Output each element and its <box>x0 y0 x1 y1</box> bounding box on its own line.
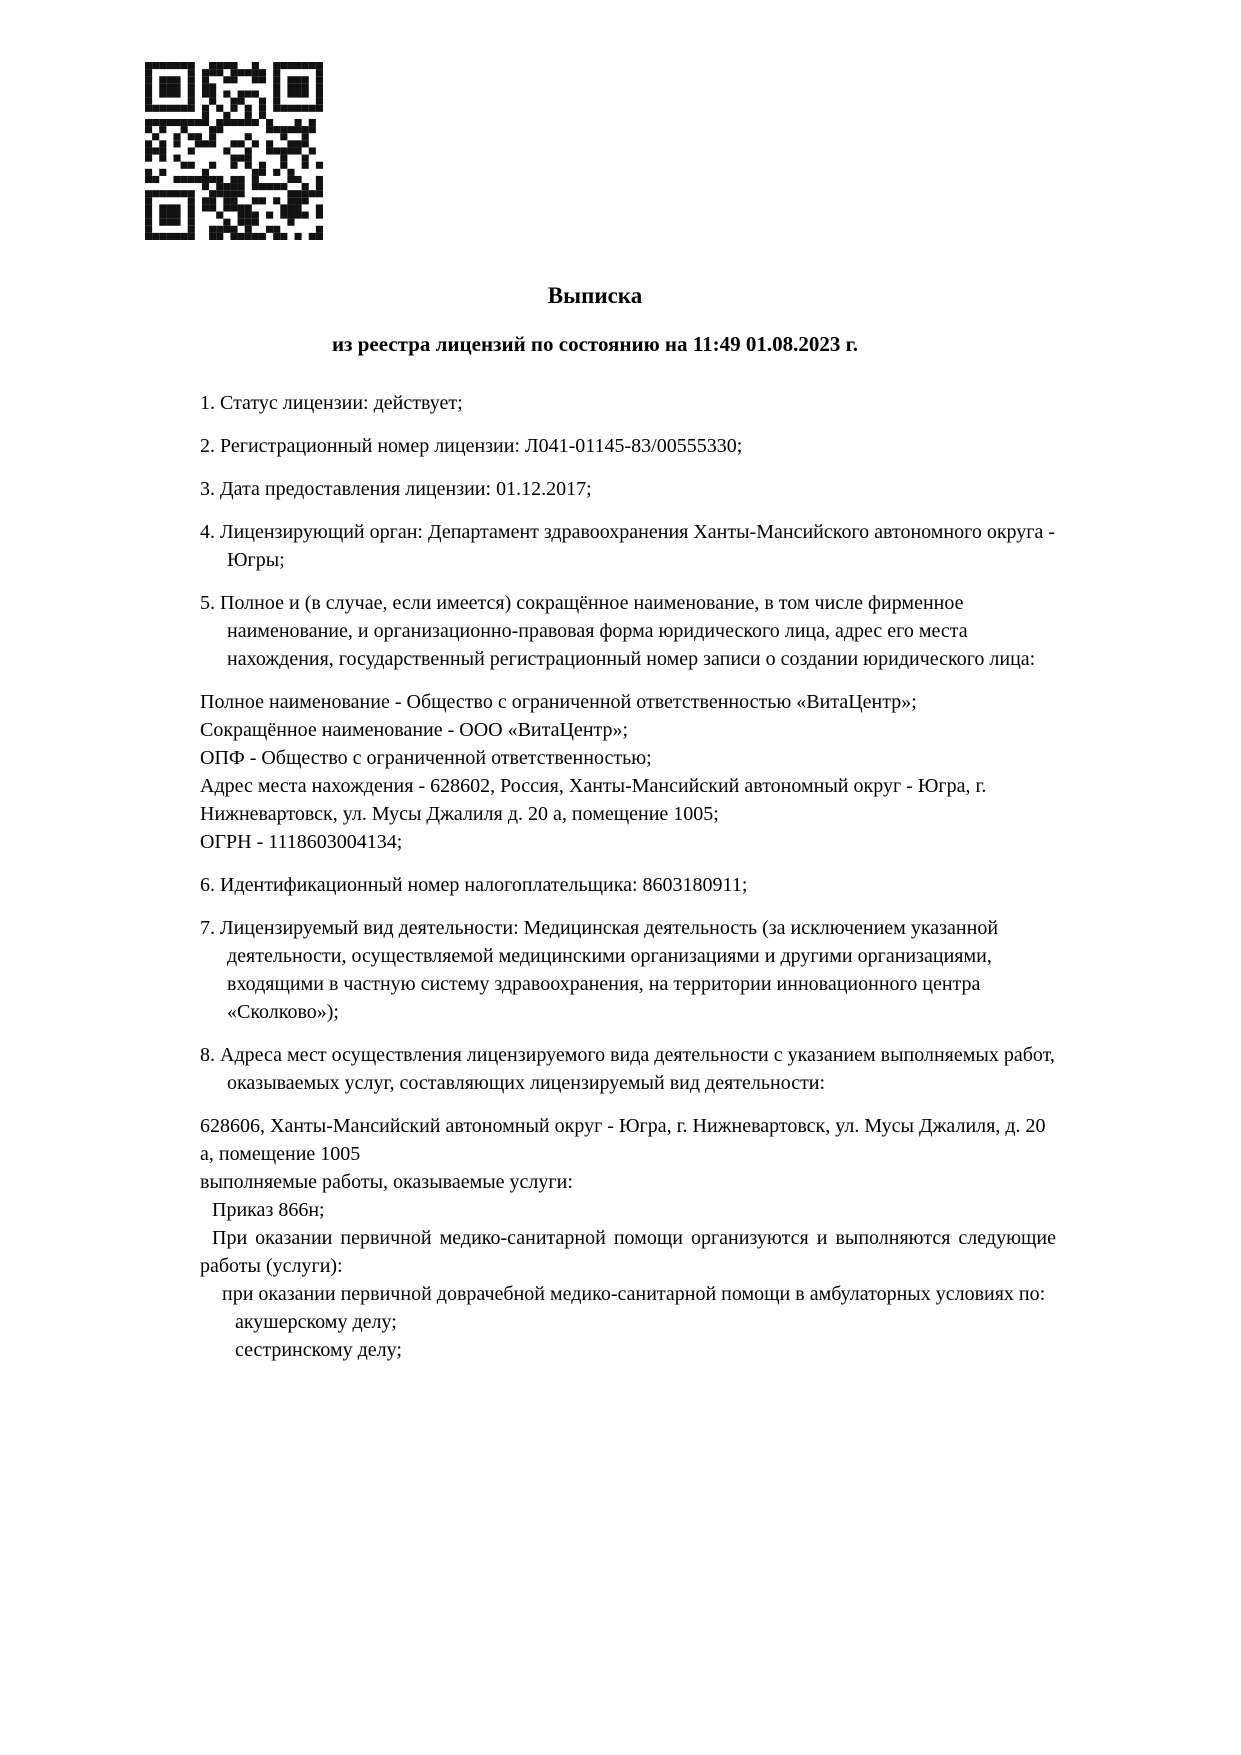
item-text: Идентификационный номер налогоплательщика: 8603180911; <box>220 874 748 896</box>
works-header: выполняемые работы, оказываемые услуги: <box>200 1171 573 1193</box>
activity-address-section <box>200 1112 1056 1364</box>
item-5 <box>200 589 1056 673</box>
item-number: 3. <box>200 478 215 500</box>
activity-address: 628606, Ханты-Мансийский автономный округ - Югра, г. Нижневартовск, ул. Мусы Джалиля, д. 20 а, помещение 1005 <box>200 1115 1046 1165</box>
item-number: 1. <box>200 392 215 414</box>
order-reference: Приказ 866н; <box>212 1199 325 1221</box>
document-body <box>200 389 1056 1364</box>
item-number: 7. <box>200 917 215 939</box>
item-3 <box>200 475 1056 503</box>
org-full-name: Полное наименование - Общество с ограниченной ответственностью «ВитаЦентр»; <box>200 691 917 713</box>
item-text: Дата предоставления лицензии: 01.12.2017; <box>220 478 592 500</box>
item-text: Полное и (в случае, если имеется) сокращённое наименование, в том числе фирменное наименование, и организационно-правовая форма юридического лица, адрес его места нахождения, государственный регистрационный номер записи о создании юридического лица: <box>220 592 1036 670</box>
service-item: акушерскому делу; <box>235 1311 397 1333</box>
org-ogrn: ОГРН - 1118603004134; <box>200 831 403 853</box>
item-text: Адреса мест осуществления лицензируемого вида деятельности с указанием выполняемых работ, оказываемых услуг, составляющих лицензируемый вид деятельности: <box>220 1044 1055 1094</box>
document-subtitle: из реестра лицензий по состоянию на 11:49 01.08.2023 г. <box>331 332 859 356</box>
document-title: Выписка <box>547 283 643 308</box>
item-number: 2. <box>200 435 215 457</box>
item-4 <box>200 518 1056 574</box>
service-item: сестринскому делу; <box>235 1339 402 1361</box>
item-2 <box>200 432 1056 460</box>
item-number: 8. <box>200 1044 215 1066</box>
item-text: Регистрационный номер лицензии: Л041-01145-83/00555330; <box>220 435 743 457</box>
item-1 <box>200 389 1056 417</box>
item-number: 5. <box>200 592 215 614</box>
primary-care-paragraph: При оказании первичной медико-санитарной помощи организуются и выполняются следующие работы (услуги): <box>200 1227 1056 1277</box>
org-legal-form: ОПФ - Общество с ограниченной ответственностью; <box>200 747 652 769</box>
item-8 <box>200 1041 1056 1097</box>
org-short-name: Сокращённое наименование - ООО «ВитаЦентр»; <box>200 719 629 741</box>
prehospital-care-paragraph: при оказании первичной доврачебной медико-санитарной помощи в амбулаторных условиях по: <box>222 1283 1046 1305</box>
org-address: Адрес места нахождения - 628602, Россия, Ханты-Мансийский автономный округ - Югра, г. Нижневартовск, ул. Мусы Джалиля д. 20 а, помещение 1005; <box>200 775 987 825</box>
item-text: Статус лицензии: действует; <box>220 392 463 414</box>
item-number: 4. <box>200 521 215 543</box>
item-6 <box>200 871 1056 899</box>
org-details-block <box>200 688 1056 856</box>
item-text: Лицензируемый вид деятельности: Медицинская деятельность (за исключением указанной деятельности, осуществляемой медицинскими организациями и другими организациями, входящими в частную систему здравоохранения, на территории инновационного центра «Сколково»); <box>220 917 999 1023</box>
qr-code <box>145 62 323 240</box>
item-7 <box>200 914 1056 1026</box>
item-number: 6. <box>200 874 215 896</box>
item-text: Лицензирующий орган: Департамент здравоохранения Ханты-Мансийского автономного округа - Югры; <box>220 521 1056 571</box>
